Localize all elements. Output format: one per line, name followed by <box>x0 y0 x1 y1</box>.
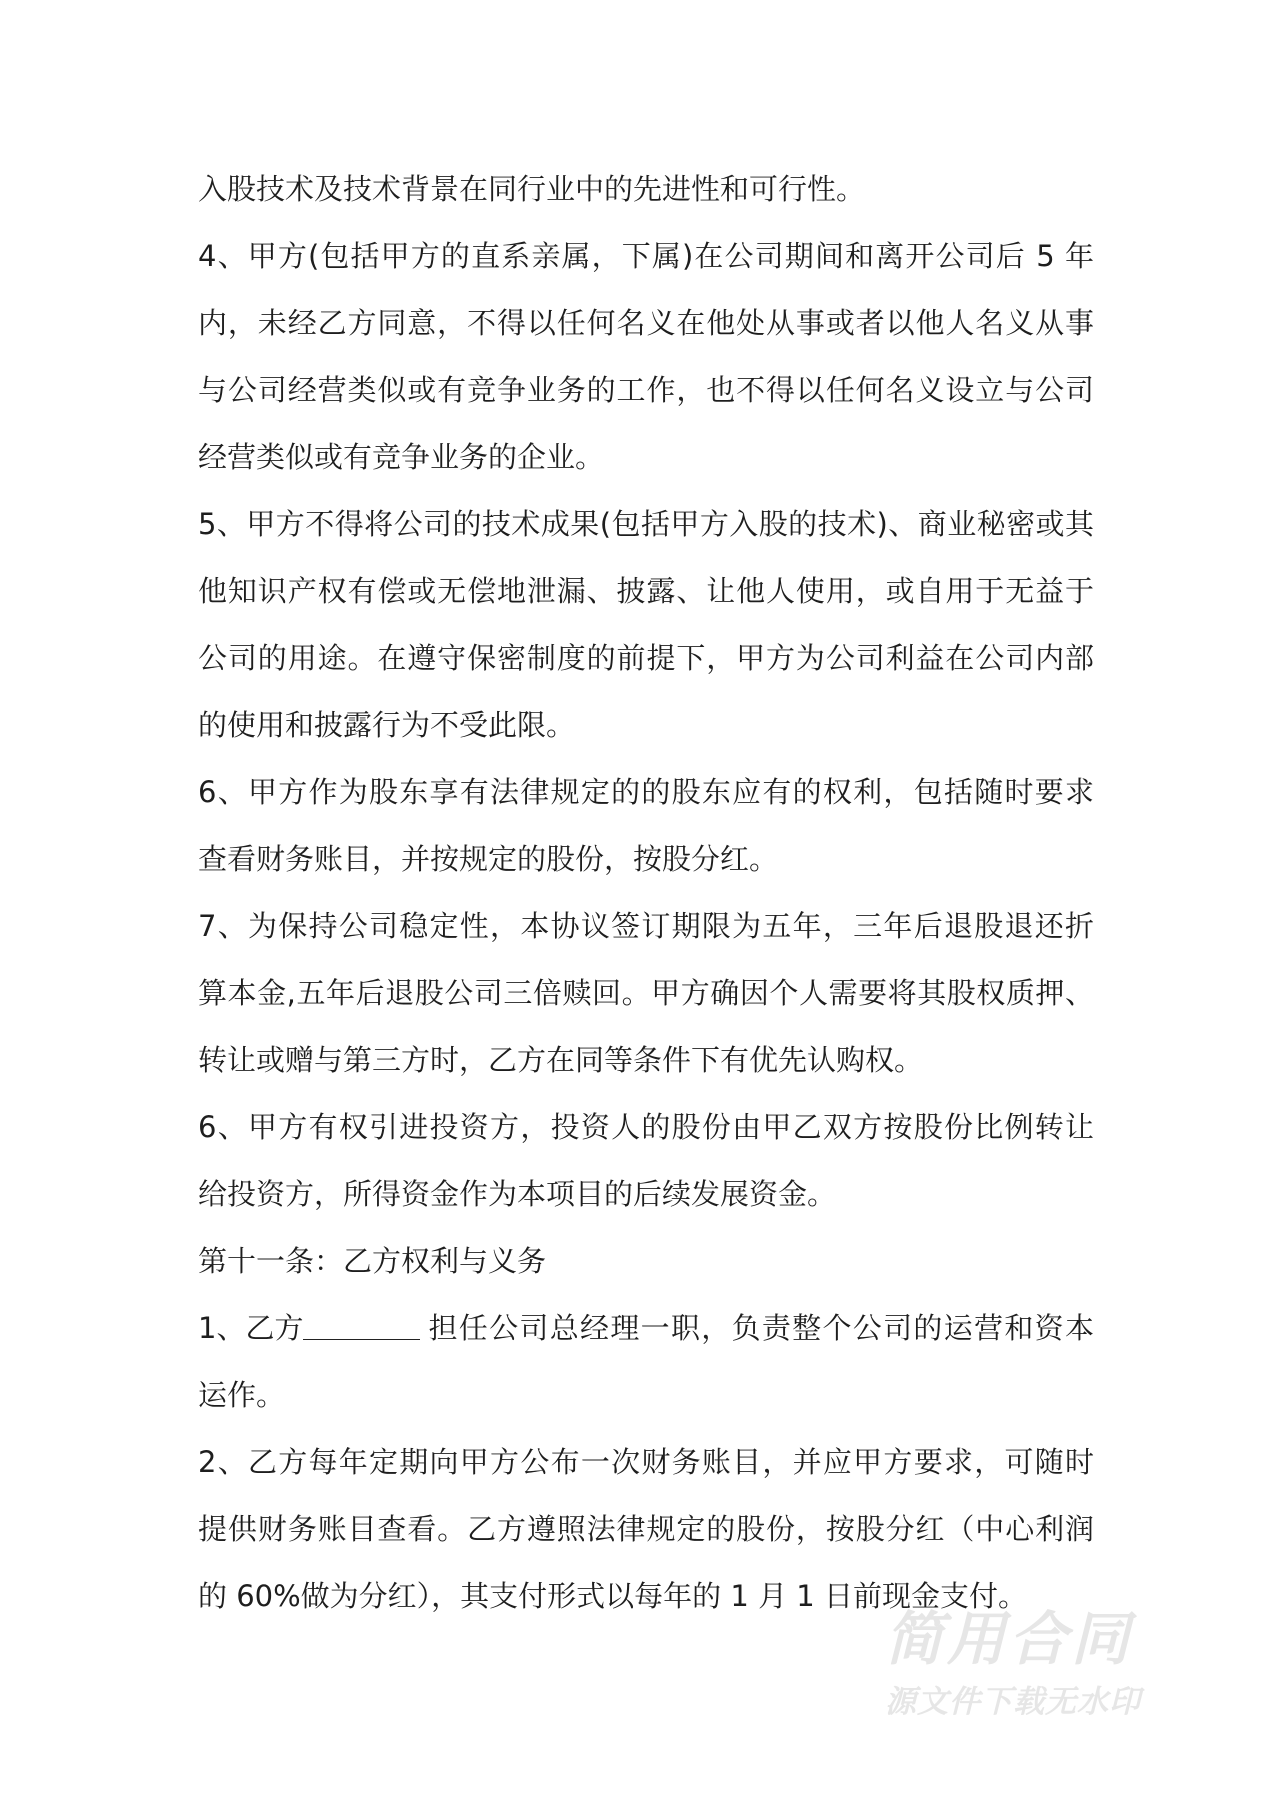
text-line: 5、甲方不得将公司的技术成果(包括甲方入股的技术)、商业秘密或其 <box>198 507 1094 541</box>
watermark-subtitle: 源文件下载无水印 <box>885 1684 1141 1720</box>
text-line: 经营类似或有竞争业务的企业。 <box>198 440 605 474</box>
section-heading: 第十一条：乙方权利与义务 <box>198 1244 547 1278</box>
text-after-blank: 担任公司总经理一职，负责整个公司的运营和资本 <box>428 1311 1094 1345</box>
text-line: 内，未经乙方同意，不得以任何名义在他处从事或者以他人名义从事 <box>198 306 1094 340</box>
text-line: 入股技术及技术背景在同行业中的先进性和可行性。 <box>198 172 866 206</box>
text-line: 提供财务账目查看。乙方遵照法律规定的股份，按股分红（中心利润 <box>198 1512 1094 1546</box>
text-line: 运作。 <box>198 1378 286 1412</box>
text-line: 7、为保持公司稳定性，本协议签订期限为五年，三年后退股退还折 <box>198 909 1094 943</box>
fill-in-blank <box>303 1313 420 1340</box>
text-line: 算本金,五年后退股公司三倍赎回。甲方确因个人需要将其股权质押、 <box>198 976 1094 1010</box>
text-line: 他知识产权有偿或无偿地泄漏、披露、让他人使用，或自用于无益于 <box>198 574 1094 608</box>
text-line: 6、甲方有权引进投资方，投资人的股份由甲乙双方按股份比例转让 <box>198 1110 1094 1144</box>
text-line: 公司的用途。在遵守保密制度的前提下，甲方为公司利益在公司内部 <box>198 641 1094 675</box>
text-line-with-blank <box>198 1295 1094 1362</box>
text-line: 查看财务账目，并按规定的股份，按股分红。 <box>198 842 779 876</box>
text-line: 转让或赠与第三方时，乙方在同等条件下有优先认购权。 <box>198 1043 924 1077</box>
text-before-blank: 1、乙方 <box>198 1311 304 1345</box>
document-body <box>198 156 1094 1630</box>
text-line: 的 60%做为分红），其支付形式以每年的 1 月 1 日前现金支付。 <box>198 1579 1027 1613</box>
watermark-title: 简用合同 <box>885 1605 1134 1673</box>
text-line: 2、乙方每年定期向甲方公布一次财务账目，并应甲方要求，可随时 <box>198 1445 1094 1479</box>
text-line: 给投资方，所得资金作为本项目的后续发展资金。 <box>198 1177 837 1211</box>
text-line: 4、甲方(包括甲方的直系亲属，下属)在公司期间和离开公司后 5 年 <box>198 239 1094 273</box>
text-line: 的使用和披露行为不受此限。 <box>198 708 576 742</box>
text-line: 与公司经营类似或有竞争业务的工作，也不得以任何名义设立与公司 <box>198 373 1094 407</box>
text-line: 6、甲方作为股东享有法律规定的的股东应有的权利，包括随时要求 <box>198 775 1094 809</box>
